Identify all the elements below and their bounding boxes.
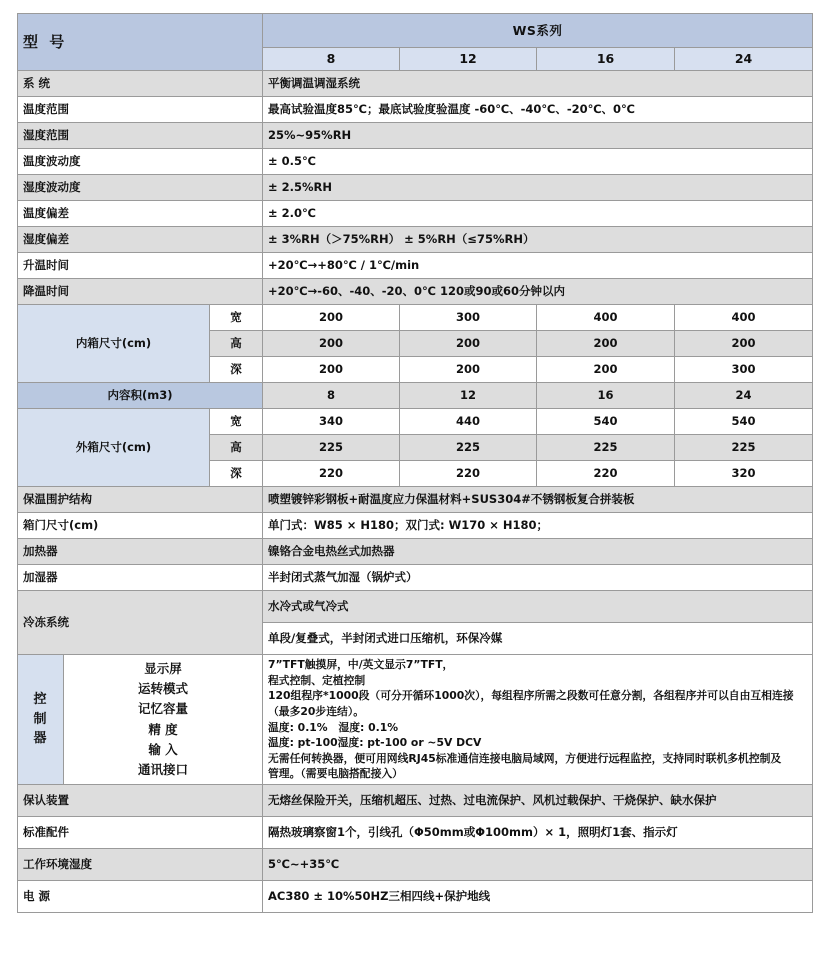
outer-width-24: 540 bbox=[675, 409, 813, 435]
row-outer-box-width bbox=[18, 409, 813, 435]
row-protection bbox=[18, 785, 813, 817]
label-controller bbox=[18, 655, 64, 785]
label-cooling-time: 降温时间 bbox=[18, 279, 263, 305]
row-refrigeration-1 bbox=[18, 591, 813, 623]
value-heater: 镍铬合金电热丝式加热器 bbox=[263, 539, 813, 565]
inner-width-12: 300 bbox=[400, 305, 537, 331]
row-cooling-time bbox=[18, 279, 813, 305]
outer-depth-24: 320 bbox=[675, 461, 813, 487]
label-temp-range: 温度范围 bbox=[18, 97, 263, 123]
model-capacity-16: 16 bbox=[537, 48, 675, 71]
label-humidity-fluctuation: 湿度波动度 bbox=[18, 175, 263, 201]
label-humidity-deviation: 湿度偏差 bbox=[18, 227, 263, 253]
value-cooling-time: +20℃→-60、-40、-20、0℃ 120或90或60分钟以内 bbox=[263, 279, 813, 305]
value-refrigeration-line-2: 单段/复叠式，半封闭式进口压缩机，环保冷媒 bbox=[263, 623, 813, 655]
controller-item-memory: 记忆容量 bbox=[138, 701, 189, 717]
row-door-size bbox=[18, 513, 813, 539]
row-temp-fluctuation bbox=[18, 149, 813, 175]
label-protection: 保认装置 bbox=[18, 785, 263, 817]
controller-item-run-mode: 运转模式 bbox=[138, 681, 189, 697]
label-door-size: 箱门尺寸(cm) bbox=[18, 513, 263, 539]
value-temp-fluctuation: ± 0.5℃ bbox=[263, 149, 813, 175]
specification-table bbox=[17, 13, 813, 913]
label-temp-deviation: 温度偏差 bbox=[18, 201, 263, 227]
controller-line-8: 管理。（需要电脑搭配接入） bbox=[268, 767, 403, 781]
dim-name-outer-width: 宽 bbox=[210, 409, 263, 435]
model-capacity-24: 24 bbox=[675, 48, 813, 71]
outer-width-12: 440 bbox=[400, 409, 537, 435]
controller-line-5: 温度: 0.1% 湿度: 0.1% bbox=[268, 720, 399, 734]
series-header-label: WS系列 bbox=[263, 14, 813, 48]
label-inner-box: 内箱尺寸(cm) bbox=[18, 305, 210, 383]
outer-height-16: 225 bbox=[537, 435, 675, 461]
row-power bbox=[18, 881, 813, 913]
label-power: 电 源 bbox=[18, 881, 263, 913]
label-humidifier: 加湿器 bbox=[18, 565, 263, 591]
row-humidity-deviation bbox=[18, 227, 813, 253]
controller-label-char-2: 制 bbox=[33, 711, 48, 727]
value-accessories: 隔热玻璃察窗1个，引线孔（Φ50mm或Φ100mm）× 1，照明灯1套、指示灯 bbox=[263, 817, 813, 849]
row-humidity-range bbox=[18, 123, 813, 149]
inner-width-24: 400 bbox=[675, 305, 813, 331]
controller-item-input: 输 入 bbox=[148, 741, 178, 757]
outer-depth-8: 220 bbox=[263, 461, 400, 487]
row-ambient bbox=[18, 849, 813, 881]
outer-depth-12: 220 bbox=[400, 461, 537, 487]
value-temp-range: 最高试验温度85℃；最底试验度验温度 -60℃、-40℃、-20℃、0℃ bbox=[263, 97, 813, 123]
inner-height-24: 200 bbox=[675, 331, 813, 357]
inner-height-16: 200 bbox=[537, 331, 675, 357]
controller-label-char-3: 器 bbox=[33, 731, 48, 747]
label-humidity-range: 湿度范围 bbox=[18, 123, 263, 149]
value-humidity-range: 25%~95%RH bbox=[263, 123, 813, 149]
inner-width-8: 200 bbox=[263, 305, 400, 331]
controller-item-interface: 通讯接口 bbox=[138, 762, 189, 778]
row-inner-box-width bbox=[18, 305, 813, 331]
dim-name-inner-height: 高 bbox=[210, 331, 263, 357]
controller-item-display: 显示屏 bbox=[144, 660, 182, 676]
row-inner-volume bbox=[18, 383, 813, 409]
value-humidity-fluctuation: ± 2.5%RH bbox=[263, 175, 813, 201]
label-insulation: 保温围护结构 bbox=[18, 487, 263, 513]
row-accessories bbox=[18, 817, 813, 849]
row-controller bbox=[18, 655, 813, 785]
outer-height-12: 225 bbox=[400, 435, 537, 461]
row-temp-deviation bbox=[18, 201, 813, 227]
model-capacity-12: 12 bbox=[400, 48, 537, 71]
inner-depth-16: 200 bbox=[537, 357, 675, 383]
dim-name-inner-width: 宽 bbox=[210, 305, 263, 331]
row-humidity-fluctuation bbox=[18, 175, 813, 201]
label-ambient: 工作环境湿度 bbox=[18, 849, 263, 881]
controller-label-char-1: 控 bbox=[33, 692, 48, 708]
outer-height-8: 225 bbox=[263, 435, 400, 461]
row-temp-range bbox=[18, 97, 813, 123]
row-system bbox=[18, 71, 813, 97]
model-header-label: 型 号 bbox=[18, 14, 263, 71]
inner-height-12: 200 bbox=[400, 331, 537, 357]
controller-line-1: 7”TFT触摸屏，中/英文显示7”TFT， bbox=[268, 658, 454, 671]
inner-volume-12: 12 bbox=[400, 383, 537, 409]
value-door-size: 单门式：W85 × H180；双门式: W170 × H180； bbox=[263, 513, 813, 539]
label-heater: 加热器 bbox=[18, 539, 263, 565]
label-accessories: 标准配件 bbox=[18, 817, 263, 849]
controller-line-6: 温度: pt-100湿度: pt-100 or ~5V DCV bbox=[268, 736, 482, 750]
row-heating-time bbox=[18, 253, 813, 279]
value-humidifier: 半封闭式蒸气加湿（锅炉式） bbox=[263, 565, 813, 591]
outer-width-8: 340 bbox=[263, 409, 400, 435]
header-row-model bbox=[18, 14, 813, 48]
value-humidity-deviation: ± 3%RH（＞75%RH） ± 5%RH（≤75%RH） bbox=[263, 227, 813, 253]
inner-volume-16: 16 bbox=[537, 383, 675, 409]
inner-depth-12: 200 bbox=[400, 357, 537, 383]
inner-height-8: 200 bbox=[263, 331, 400, 357]
controller-item-accuracy: 精 度 bbox=[148, 721, 178, 737]
label-refrigeration: 冷冻系统 bbox=[18, 591, 263, 655]
value-insulation: 喷塑镀锌彩钢板+耐温度应力保温材料+SUS304#不锈钢板复合拼装板 bbox=[263, 487, 813, 513]
row-insulation bbox=[18, 487, 813, 513]
inner-depth-8: 200 bbox=[263, 357, 400, 383]
label-heating-time: 升温时间 bbox=[18, 253, 263, 279]
dim-name-inner-depth: 深 bbox=[210, 357, 263, 383]
dim-name-outer-height: 高 bbox=[210, 435, 263, 461]
value-power: AC380 ± 10%50HZ三相四线+保护地线 bbox=[263, 881, 813, 913]
inner-volume-24: 24 bbox=[675, 383, 813, 409]
label-temp-fluctuation: 温度波动度 bbox=[18, 149, 263, 175]
dim-name-outer-depth: 深 bbox=[210, 461, 263, 487]
label-system: 系 统 bbox=[18, 71, 263, 97]
label-outer-box: 外箱尺寸(cm) bbox=[18, 409, 210, 487]
row-heater bbox=[18, 539, 813, 565]
controller-line-7: 无需任何转换器，便可用网线RJ45标准通信连接电脑局域网，方便进行远程监控，支持同时联机多机控制及 bbox=[268, 751, 782, 765]
controller-line-4: （最多20步连结）。 bbox=[268, 704, 365, 718]
controller-line-3: 120组程序*1000段（可分开循环1000次），每组程序所需之段数可任意分割，各组程序并可以自由互相连接 bbox=[268, 689, 794, 703]
outer-height-24: 225 bbox=[675, 435, 813, 461]
inner-width-16: 400 bbox=[537, 305, 675, 331]
value-protection: 无熔丝保险开关，压缩机超压、过热、过电流保护、风机过载保护、干烧保护、缺水保护 bbox=[263, 785, 813, 817]
value-temp-deviation: ± 2.0℃ bbox=[263, 201, 813, 227]
value-system: 平衡调温调湿系统 bbox=[263, 71, 813, 97]
controller-item-list bbox=[64, 655, 263, 785]
value-ambient: 5℃~+35℃ bbox=[263, 849, 813, 881]
outer-width-16: 540 bbox=[537, 409, 675, 435]
value-heating-time: +20℃→+80℃ / 1℃/min bbox=[263, 253, 813, 279]
model-capacity-8: 8 bbox=[263, 48, 400, 71]
value-refrigeration-line-1: 水冷式或气冷式 bbox=[263, 591, 813, 623]
controller-description bbox=[263, 655, 813, 785]
outer-depth-16: 220 bbox=[537, 461, 675, 487]
label-inner-volume: 内容积(m3) bbox=[18, 383, 263, 409]
row-humidifier bbox=[18, 565, 813, 591]
inner-depth-24: 300 bbox=[675, 357, 813, 383]
inner-volume-8: 8 bbox=[263, 383, 400, 409]
controller-line-2: 程式控制、定植控制 bbox=[268, 673, 366, 687]
